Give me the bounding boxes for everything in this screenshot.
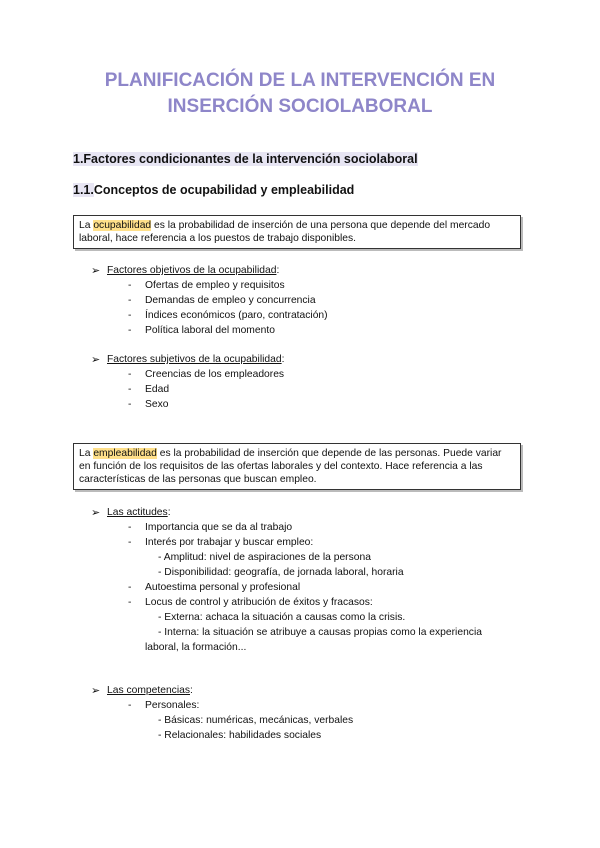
list-item: Índices económicos (paro, contratación) <box>145 310 328 321</box>
list-item: Ofertas de empleo y requisitos <box>145 280 285 291</box>
definition-box-ocupabilidad <box>73 215 521 249</box>
arrow-bullet-icon: ➢ <box>91 685 101 697</box>
dash-bullet: - <box>128 700 132 711</box>
list-item: Personales: <box>145 700 200 711</box>
list-item: Edad <box>145 384 170 395</box>
list-heading-actitudes: Las actitudes: <box>107 507 171 518</box>
arrow-bullet-icon: ➢ <box>91 507 101 519</box>
sub-list-item: - Relacionales: habilidades sociales <box>158 730 322 741</box>
dash-bullet: - <box>128 280 132 291</box>
dash-bullet: - <box>128 325 132 336</box>
dash-bullet: - <box>128 522 132 533</box>
def2-pre: La <box>79 448 94 459</box>
dash-bullet: - <box>128 310 132 321</box>
dash-bullet: - <box>128 369 132 380</box>
list-item: Interés por trabajar y buscar empleo: <box>145 537 314 548</box>
sub-list-item: - Externa: achaca la situación a causas como la crisis. <box>158 612 406 623</box>
page-title: PLANIFICACIÓN DE LA INTERVENCIÓN EN INSERCIÓN SOCIOLABORAL <box>104 70 496 117</box>
list-item: Creencias de los empleadores <box>145 369 285 380</box>
sub-list-item: - Interna: la situación se atribuye a causas propias como la experiencia <box>158 627 482 638</box>
def2-post: es la probabilidad de inserción que depende de las personas. Puede variar en función de los requisitos de las ofertas laborales y del contexto. Hace referencia a las características de las personas que buscan empleo. <box>79 448 502 485</box>
list-item: Sexo <box>145 399 169 410</box>
definition-box-empleabilidad <box>73 443 521 490</box>
def1-pre: La <box>79 220 94 231</box>
def1-term: ocupabilidad <box>93 220 152 231</box>
list-item: Importancia que se da al trabajo <box>145 522 293 533</box>
dash-bullet: - <box>128 597 132 608</box>
sub-list-item: - Amplitud: nivel de aspiraciones de la persona <box>158 552 371 563</box>
arrow-bullet-icon: ➢ <box>91 354 101 366</box>
list-item: Política laboral del momento <box>145 325 275 336</box>
list-heading-subjetivos: Factores subjetivos de la ocupabilidad: <box>107 354 285 365</box>
dash-bullet: - <box>128 384 132 395</box>
def1-post: es la probabilidad de inserción de una persona que depende del mercado laboral, hace referencia a los puestos de trabajo disponibles. <box>79 220 491 244</box>
arrow-bullet-icon: ➢ <box>91 265 101 277</box>
dash-bullet: - <box>128 295 132 306</box>
list-item: Demandas de empleo y concurrencia <box>145 295 316 306</box>
sub-list-item: - Básicas: numéricas, mecánicas, verbales <box>158 715 354 726</box>
section-heading-1 <box>73 152 418 166</box>
section-heading-2-text: Conceptos de ocupabilidad y empleabilidad <box>93 183 355 197</box>
section-heading-2-number: 1.1. <box>73 183 94 197</box>
def2-term: empleabilidad <box>93 448 157 459</box>
list-heading-competencias: Las competencias: <box>107 685 193 696</box>
list-item: Locus de control y atribución de éxitos y fracasos: <box>145 597 373 608</box>
list-heading-objetivos: Factores objetivos de la ocupabilidad: <box>107 265 280 276</box>
dash-bullet: - <box>128 582 132 593</box>
dash-bullet: - <box>128 399 132 410</box>
section-heading-2 <box>73 183 354 197</box>
section-heading-1-text: 1.Factores condicionantes de la intervención sociolaboral <box>73 152 418 166</box>
sub-list-item-continuation: laboral, la formación... <box>145 642 247 653</box>
list-item: Autoestima personal y profesional <box>145 582 301 593</box>
dash-bullet: - <box>128 537 132 548</box>
sub-list-item: - Disponibilidad: geografía, de jornada laboral, horaria <box>158 567 404 578</box>
